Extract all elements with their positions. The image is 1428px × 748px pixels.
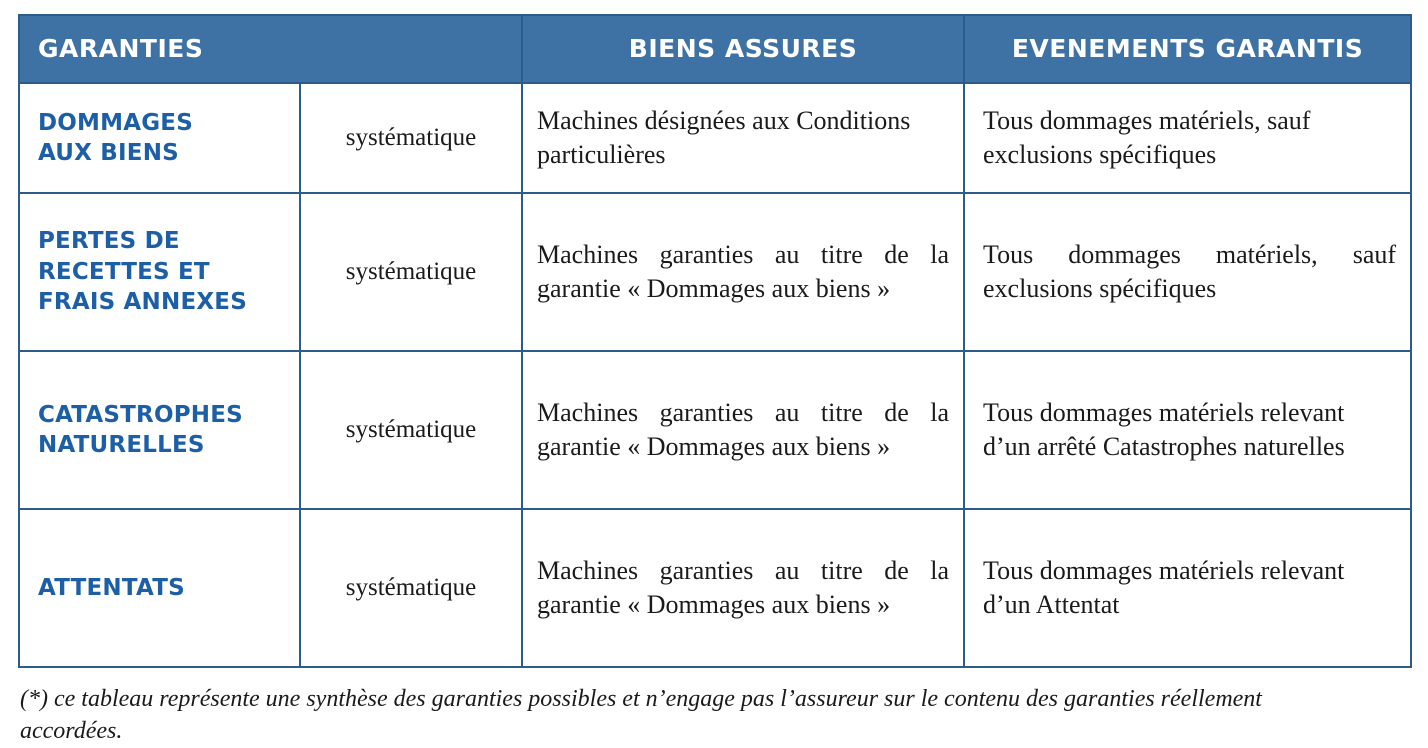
cell-mode: systématique	[300, 509, 522, 667]
cell-guarantee: CATASTROPHES NATURELLES	[19, 351, 300, 509]
cell-mode: systématique	[300, 83, 522, 193]
cell-goods: Machines garanties au titre de la garantie « Dommages aux biens »	[522, 351, 964, 509]
table-row	[19, 193, 1411, 351]
table-row	[19, 83, 1411, 193]
cell-guarantee: DOMMAGES AUX BIENS	[19, 83, 300, 193]
cell-events: Tous dommages matériels relevant d’un Attentat	[964, 509, 1411, 667]
guarantees-table	[18, 14, 1412, 668]
table-header	[19, 15, 1411, 83]
table-row	[19, 351, 1411, 509]
cell-mode: systématique	[300, 351, 522, 509]
cell-events: Tous dommages matériels relevant d’un arrêté Catastrophes naturelles	[964, 351, 1411, 509]
cell-goods: Machines désignées aux Conditions particulières	[522, 83, 964, 193]
table-body	[19, 83, 1411, 667]
cell-guarantee: ATTENTATS	[19, 509, 300, 667]
cell-guarantee: PERTES DE RECETTES ET FRAIS ANNEXES	[19, 193, 300, 351]
column-header-evenements-garantis: EVENEMENTS GARANTIS	[964, 15, 1411, 83]
cell-goods: Machines garanties au titre de la garantie « Dommages aux biens »	[522, 193, 964, 351]
cell-events: Tous dommages matériels, sauf exclusions spécifiques	[964, 193, 1411, 351]
cell-mode: systématique	[300, 193, 522, 351]
table-header-row	[19, 15, 1411, 83]
cell-goods: Machines garanties au titre de la garantie « Dommages aux biens »	[522, 509, 964, 667]
column-header-biens-assures: BIENS ASSURES	[522, 15, 964, 83]
column-header-garanties: GARANTIES	[19, 15, 522, 83]
table-row	[19, 509, 1411, 667]
footnote: (*) ce tableau représente une synthèse des garanties possibles et n’engage pas l’assureur sur le contenu des garanties réellement accordées.	[20, 686, 1262, 744]
cell-events: Tous dommages matériels, sauf exclusions spécifiques	[964, 83, 1411, 193]
